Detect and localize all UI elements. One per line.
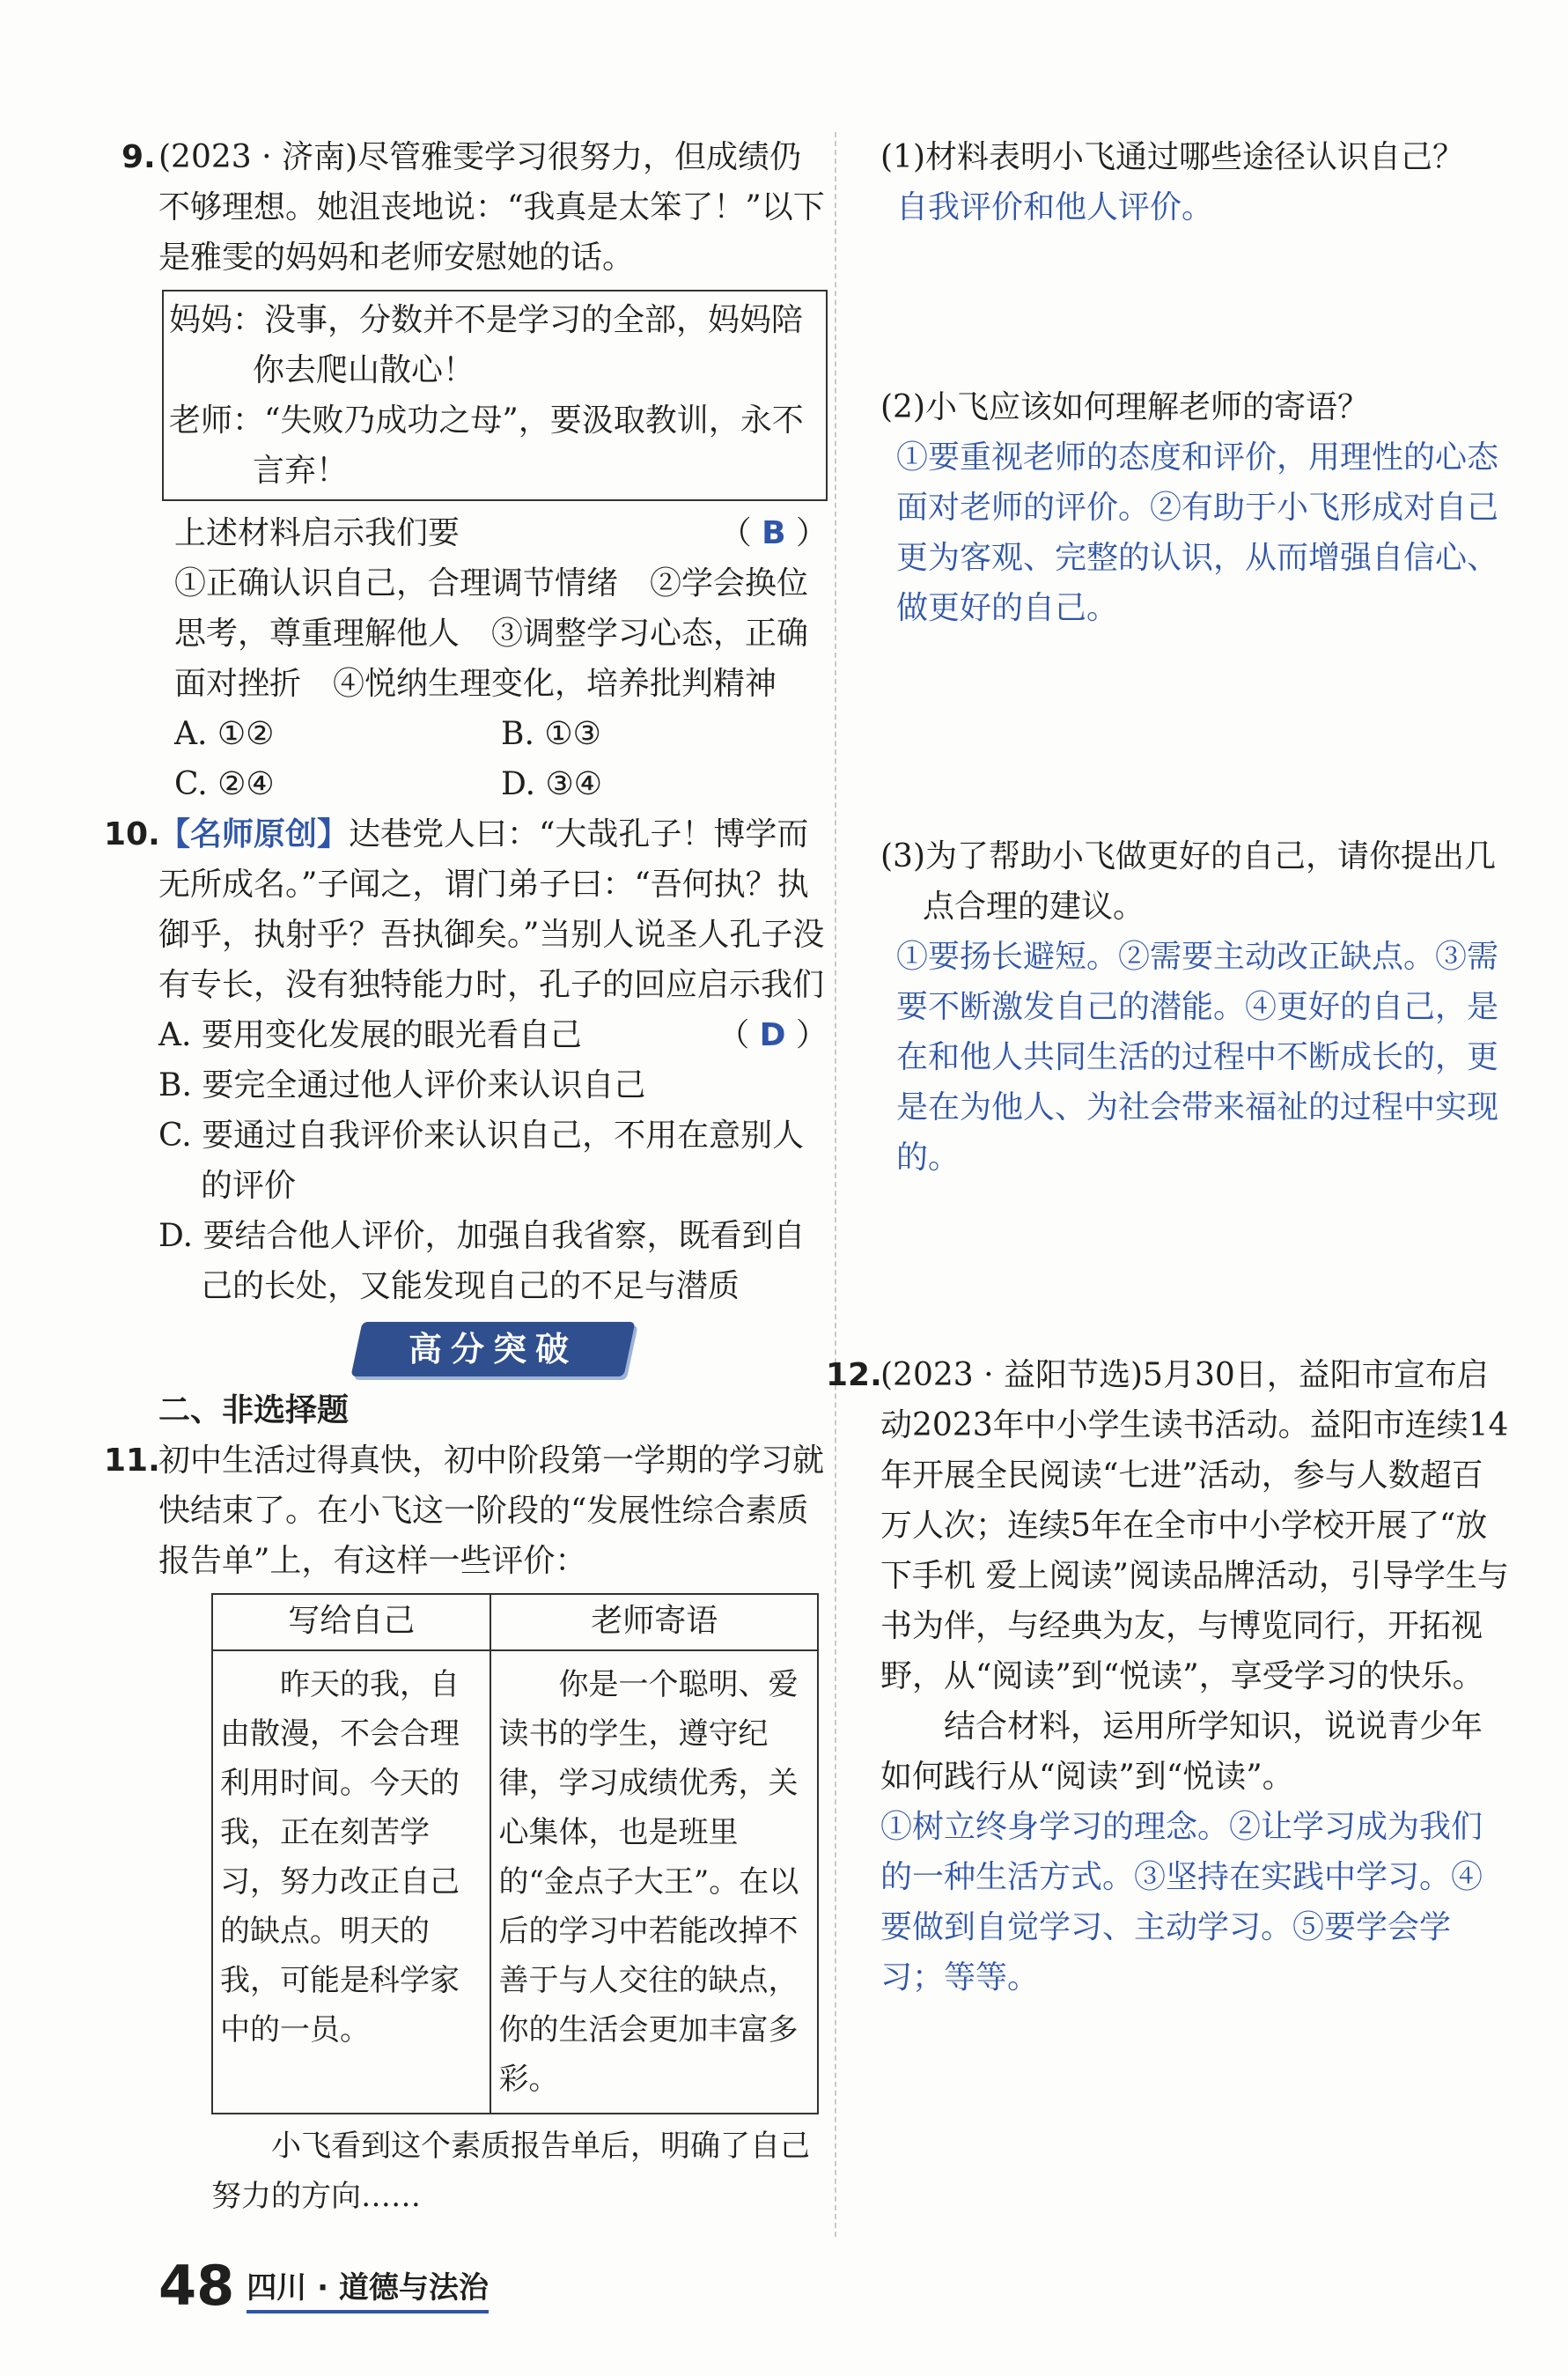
column-divider: [835, 132, 836, 2237]
question-stem: 初中生活过得真快，初中阶段第一学期的学习就快结束了。在小飞这一阶段的“发展性综合素质报告单”上，有这样一些评价：: [158, 1443, 825, 1579]
option-a: A. 要用变化发展的眼光看自己: [158, 1017, 582, 1053]
answer-slot: （ B ）: [719, 515, 828, 551]
answer: D: [759, 1017, 786, 1053]
stem-text: 达巷党人曰：“大哉孔子！博学而无所成名。”子闻之，谓门弟子曰：“吾何执？执御乎，执射乎？吾执御矣。”当别人说圣人孔子没有专长，没有独特能力时，孔子的回应启示我们: [158, 816, 825, 1003]
left-column: [104, 132, 828, 2222]
option-a: A. ①②: [174, 716, 275, 752]
option-d: D. 要结合他人评价，加强自我省察，既看到自己的长处，又能发现自己的不足与潜质: [158, 1218, 806, 1304]
sub-answer-2: ①要重视老师的态度和评价，用理性的心态面对老师的评价。②有助于小飞形成对自己更为客观、完整的认识，从而增强自信心、做更好的自己。: [896, 439, 1499, 626]
right-column: [826, 132, 1510, 2003]
question-10: [104, 809, 828, 1311]
sub-answer-3: ①要扬长避短。②需要主动改正缺点。③需要不断激发自己的潜能。④更好的自己，是在和他人共同生活的过程中不断成长的，更是在为他人、为社会带来福祉的过程中实现的。: [896, 939, 1499, 1176]
question-number: 10.: [104, 816, 160, 852]
dialogue-line: 妈妈：没事，分数并不是学习的全部，妈妈陪你去爬山散心！: [169, 302, 804, 388]
question-stem: (2023 · 济南)尽管雅雯学习很努力，但成绩仍不够理想。她沮丧地说：“我真是太笨了！”以下是雅雯的妈妈和老师安慰她的话。: [158, 139, 825, 276]
section-heading: 二、非选择题: [158, 1392, 350, 1428]
original-tag: 【名师原创】: [158, 816, 350, 852]
answer-slot: （ D ）: [718, 1017, 828, 1053]
question-12: [826, 1350, 1510, 2003]
statements: ①正确认识自己，合理调节情绪 ②学会换位思考，尊重理解他人 ③调整学习心态，正确面对挫折 ④悦纳生理变化，培养批判精神: [174, 565, 809, 702]
page-number: 48: [158, 2254, 235, 2318]
sub-question-3: (3)为了帮助小飞做更好的自己，请你提出几点合理的建议。: [880, 838, 1496, 925]
answer: B: [762, 515, 786, 551]
dialogue-box: [162, 290, 828, 501]
option-d: D. ③④: [501, 766, 603, 802]
question-number: 9.: [121, 139, 156, 175]
page-footer: [158, 2254, 489, 2318]
option-c: C. 要通过自我评价来认识自己，不用在意别人的评价: [158, 1118, 805, 1204]
option-b: B. ①③: [501, 716, 601, 752]
report-table: [211, 1593, 819, 2114]
question-9: [121, 132, 828, 809]
sub-question-1: (1)材料表明小飞通过哪些途径认识自己？: [880, 139, 1464, 175]
question-stem: (2023 · 益阳节选)5月30日，益阳市宣布启动2023年中小学生读书活动。益阳市连续14年开展全民阅读“七进”活动，参与人数超百万人次；连续5年在全市中小学校开展了“放下手机 爱上阅读”阅读品牌活动，引导学生与书为伴，与经典为友，与博览同行，开拓视野，从“阅读”到“悦读”，享受学习的快乐。: [880, 1357, 1509, 1694]
question-prompt: 结合材料，运用所学知识，说说青少年如何践行从“阅读”到“悦读”。: [880, 1708, 1483, 1795]
question-prompt: [158, 508, 828, 558]
question-number: 12.: [826, 1357, 882, 1393]
footer-text: 四川 · 道德与法治: [247, 2266, 489, 2313]
sub-question-2: (2)小飞应该如何理解老师的寄语？: [880, 389, 1369, 425]
sub-answer-1: 自我评价和他人评价。: [896, 189, 1214, 225]
question-number: 11.: [104, 1443, 160, 1479]
table-header: 老师寄语: [490, 1594, 818, 1650]
options: [158, 709, 828, 809]
after-text: 小飞看到这个素质报告单后，明确了自己努力的方向……: [211, 2129, 810, 2214]
teacher-comment: 你是一个聪明、爱读书的学生，遵守纪律，学习成绩优秀，关心集体，也是班里的“金点子大王”。在以后的学习中若能改掉不善于与人交往的缺点，你的生活会更加丰富多彩。: [490, 1650, 818, 2114]
option-c: C. ②④: [174, 766, 275, 802]
answer-text: ①树立终身学习的理念。②让学习成为我们的一种生活方式。③坚持在实践中学习。④要做到自觉学习、主动学习。⑤要学会学习；等等。: [880, 1809, 1483, 1996]
question-11: [104, 1435, 828, 2222]
prompt-text: 上述材料启示我们要: [174, 515, 460, 551]
table-header: 写给自己: [212, 1594, 490, 1650]
self-comment: 昨天的我，自由散漫，不会合理利用时间。今天的我，正在刻苦学习，努力改正自己的缺点。明天的我，可能是科学家中的一员。: [212, 1650, 490, 2114]
banner-text: 高分突破: [408, 1330, 578, 1369]
section-banner: [350, 1322, 635, 1376]
dialogue-line: 老师：“失败乃成功之母”，要汲取教训，永不言弃！: [169, 402, 804, 489]
option-b: B. 要完全通过他人评价来认识自己: [158, 1067, 646, 1103]
